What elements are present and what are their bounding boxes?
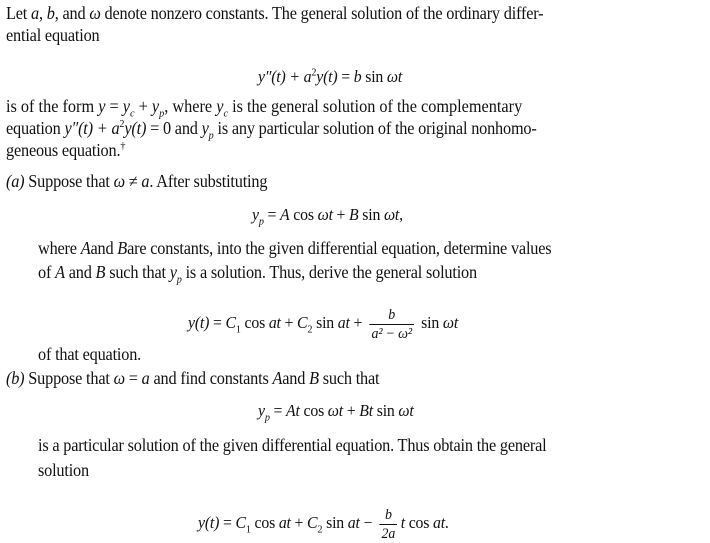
math-text: ωt — [398, 401, 414, 420]
math-text: at — [337, 313, 350, 332]
math-text: ω — [113, 171, 125, 191]
fraction-numerator: b — [380, 506, 397, 525]
text-run: cos — [250, 513, 279, 532]
subscript: p — [208, 129, 214, 142]
equation-general-a — [188, 303, 458, 343]
text-run: − — [359, 513, 376, 532]
text-run: sin — [417, 313, 443, 332]
math-text: Bt — [359, 401, 373, 420]
text-run: such that — [318, 368, 380, 388]
math-text: ωt — [386, 67, 403, 86]
text-run: and — [282, 368, 310, 388]
text-run: and find constants — [149, 368, 273, 388]
part-b-heading — [6, 368, 379, 388]
math-text: y — [151, 96, 160, 116]
subscript: 1 — [245, 523, 251, 536]
subscript: 1 — [235, 323, 241, 336]
text-run: + — [342, 401, 360, 420]
subscript: p — [258, 215, 264, 228]
text-run: + — [280, 313, 298, 332]
form-line-1 — [6, 96, 523, 120]
text-run: , — [399, 205, 403, 224]
text-run: = — [263, 205, 281, 224]
math-text: at — [432, 513, 445, 532]
fraction — [380, 506, 397, 543]
superscript: 2 — [119, 118, 125, 131]
text-run: cos — [404, 513, 433, 532]
equation-yp-a — [252, 205, 403, 228]
math-text: at — [268, 313, 281, 332]
text-run: sin — [322, 513, 348, 532]
math-text: y″(t) + a — [64, 118, 120, 138]
text-run: , and — [54, 3, 90, 23]
subscript: p — [264, 411, 270, 424]
text-run: Let — [6, 3, 32, 23]
math-text: y(t) — [124, 118, 147, 138]
text-run: , where — [164, 96, 217, 116]
fraction — [370, 306, 414, 343]
text-run: ential equation — [6, 25, 100, 45]
text-run: is any particular solution of the original nonhomo- — [213, 118, 537, 138]
text-run: , — [38, 3, 47, 23]
math-text: y — [169, 262, 177, 282]
math-text: y — [98, 96, 106, 116]
text-run: are constants, into the given differential equation, determine values — [127, 238, 552, 258]
subscript: c — [130, 107, 135, 120]
text-run: where — [38, 238, 81, 258]
subscript: p — [159, 107, 165, 120]
math-text: at — [278, 513, 291, 532]
equation-general-b — [198, 503, 449, 543]
superscript: † — [120, 140, 126, 153]
math-text: y — [258, 401, 265, 420]
math-text: b — [353, 67, 362, 86]
text-run: + — [134, 96, 152, 116]
text-run: is the general solution of the complementary — [227, 96, 523, 116]
equation-ode — [258, 67, 402, 87]
text-run: = — [209, 313, 226, 332]
math-text: y — [201, 118, 209, 138]
math-text: a — [141, 368, 150, 388]
math-text: t — [400, 513, 405, 532]
text-run: geneous equation. — [6, 140, 121, 160]
fraction-denominator: a² − ω² — [371, 325, 412, 342]
math-text: at — [347, 513, 360, 532]
text-run: equation — [6, 118, 65, 138]
form-line-3 — [6, 140, 125, 160]
text-run: sin — [361, 67, 387, 86]
text-run: . — [444, 513, 449, 532]
math-text: (a) — [6, 171, 25, 191]
math-text: A — [272, 368, 283, 388]
superscript: 2 — [311, 66, 317, 79]
part-a-heading — [6, 171, 267, 191]
math-text: (b) — [6, 368, 25, 388]
math-text: B — [349, 205, 359, 224]
math-text: A — [55, 262, 65, 282]
math-text: y — [216, 96, 224, 116]
text-run: is a solution. Thus, derive the general solution — [181, 262, 477, 282]
intro-line-2 — [6, 25, 99, 45]
part-b-line-2 — [38, 460, 89, 480]
text-run: = — [105, 96, 123, 116]
math-text: A — [280, 205, 290, 224]
text-run: and — [64, 262, 96, 282]
part-b-line-1 — [38, 435, 546, 455]
math-text: At — [286, 401, 300, 420]
math-text: B — [309, 368, 319, 388]
subscript: p — [176, 273, 182, 286]
form-line-2 — [6, 118, 537, 142]
text-run: ≠ — [124, 171, 142, 191]
text-run: is a particular solution of the given differential equation. Thus obtain the general — [38, 435, 547, 455]
math-text: B — [117, 238, 128, 258]
text-run: Suppose that — [24, 368, 114, 388]
math-text: b — [46, 3, 55, 23]
text-run: of — [38, 262, 56, 282]
text-run: is of the form — [6, 96, 99, 116]
text-run: = — [337, 67, 354, 86]
math-text: ω — [113, 368, 125, 388]
math-text: C — [235, 513, 246, 532]
math-text: B — [95, 262, 106, 282]
text-run: cos — [289, 205, 318, 224]
math-text: a — [141, 171, 150, 191]
math-text: ωt — [442, 313, 459, 332]
subscript: 2 — [317, 523, 323, 536]
text-run: cos — [299, 401, 328, 420]
intro-line-1 — [6, 3, 543, 23]
subscript: c — [223, 107, 228, 120]
math-text: y — [252, 205, 259, 224]
text-run: + — [290, 513, 308, 532]
text-run: = — [124, 368, 142, 388]
text-run: sin — [312, 313, 338, 332]
text-run: solution — [38, 460, 89, 480]
subscript: 2 — [307, 323, 313, 336]
part-a-line-1 — [38, 238, 551, 258]
math-text: ωt — [327, 401, 343, 420]
text-run: + — [349, 313, 366, 332]
fraction-numerator: b — [370, 306, 414, 325]
text-run: and — [90, 238, 118, 258]
equation-yp-b — [258, 401, 414, 424]
text-run: sin — [372, 401, 399, 420]
text-run: denote nonzero constants. The general solution of the ordinary differ- — [100, 3, 544, 23]
math-text: ω — [89, 3, 101, 23]
math-text: C — [307, 513, 318, 532]
part-a-line-3 — [38, 344, 141, 364]
math-text: y″(t) + a — [258, 67, 312, 86]
math-text: y(t) — [198, 513, 220, 532]
text-run: such that — [105, 262, 170, 282]
math-text: y(t) — [188, 313, 210, 332]
text-run: = — [219, 513, 236, 532]
text-run: + — [332, 205, 350, 224]
math-text: A — [80, 238, 91, 258]
text-run: sin — [358, 205, 384, 224]
text-run: Suppose that — [24, 171, 114, 191]
math-text: ωt — [317, 205, 333, 224]
math-text: y(t) — [316, 67, 338, 86]
math-text: C — [297, 313, 308, 332]
math-text: ωt — [383, 205, 400, 224]
text-run: of that equation. — [38, 344, 142, 364]
text-run: = 0 and — [146, 118, 202, 138]
math-text: y — [122, 96, 131, 116]
math-text: a — [31, 3, 39, 23]
text-run: cos — [240, 313, 269, 332]
text-run: . After substituting — [149, 171, 268, 191]
math-text: C — [225, 313, 236, 332]
fraction-denominator: 2a — [381, 525, 396, 542]
text-run: = — [269, 401, 287, 420]
part-a-line-2 — [38, 262, 477, 286]
